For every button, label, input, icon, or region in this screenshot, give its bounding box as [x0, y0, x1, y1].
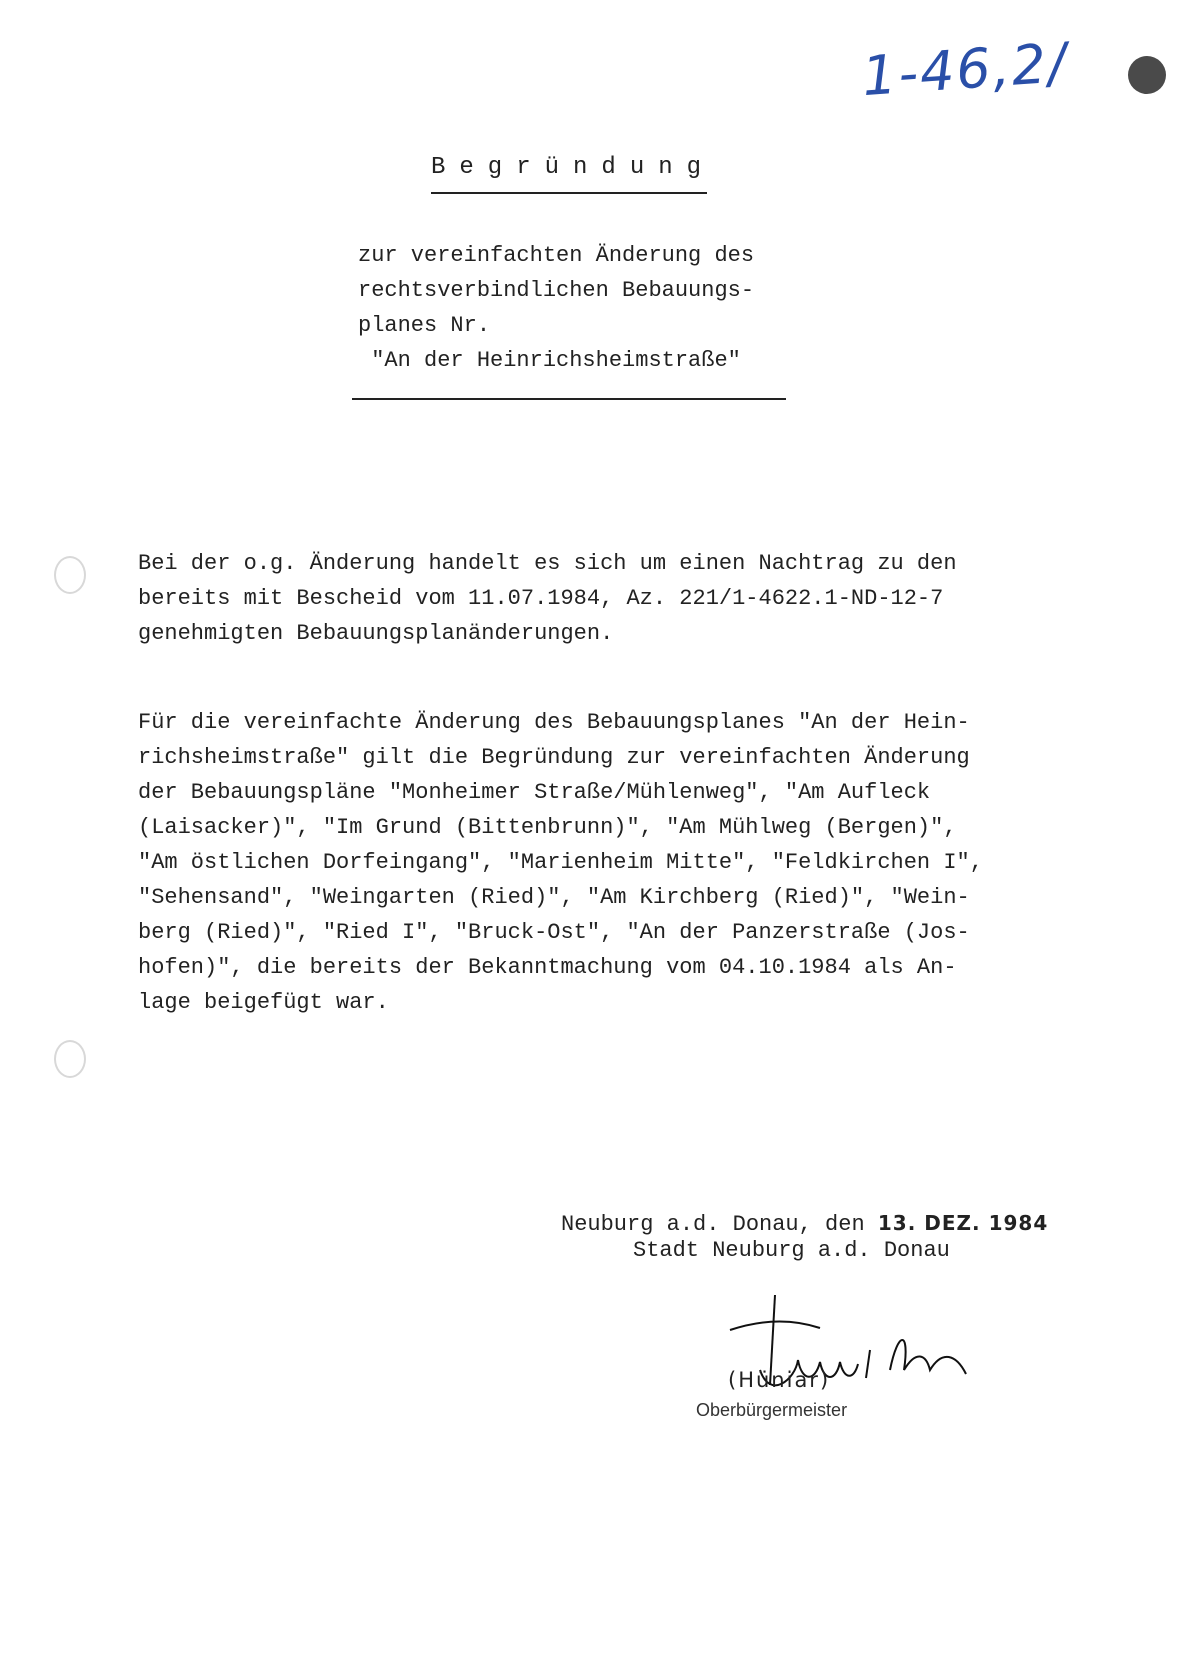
text-line: bereits mit Bescheid vom 11.07.1984, Az. 221/1-4622.1-ND-12-7 [138, 586, 944, 611]
text-line: "Am östlichen Dorfeingang", "Marienheim Mitte", "Feldkirchen I", [138, 850, 983, 875]
subject-line: zur vereinfachten Änderung des [358, 243, 755, 268]
text-line: berg (Ried)", "Ried I", "Bruck-Ost", "An der Panzerstraße (Jos- [138, 920, 970, 945]
text-line: Bei der o.g. Änderung handelt es sich um einen Nachtrag zu den [138, 551, 957, 576]
subject-line: rechtsverbindlichen Bebauungs- [358, 278, 755, 303]
text-line: richsheimstraße" gilt die Begründung zur vereinfachten Änderung [138, 745, 970, 770]
text-line: der Bebauungspläne "Monheimer Straße/Mühlenweg", "Am Aufleck [138, 780, 931, 805]
text-line: hofen)", die bereits der Bekanntmachung vom 04.10.1984 als An- [138, 955, 957, 980]
signer-name: (Hüniar) [728, 1368, 831, 1392]
document-title: Begründung [431, 154, 716, 181]
document-subject [358, 238, 798, 378]
signer-role: Oberbürgermeister [696, 1400, 848, 1420]
subject-line: "An der Heinrichsheimstraße" [358, 348, 741, 373]
paragraph-amendment-note [138, 546, 1058, 651]
text-line: (Laisacker)", "Im Grund (Bittenbrunn)", "Am Mühlweg (Bergen)", [138, 815, 957, 840]
stamp-date: 13. DEZ. 1984 [877, 1211, 1049, 1235]
subject-line: planes Nr. [358, 313, 491, 338]
text-line: Für die vereinfachte Änderung des Bebauungsplanes "An der Hein- [138, 710, 970, 735]
text-line: genehmigten Bebauungsplanänderungen. [138, 621, 614, 646]
authority-line: Stadt Neuburg a.d. Donau [633, 1238, 950, 1263]
place-line: Neuburg a.d. Donau, den [561, 1212, 878, 1237]
place-and-date [561, 1210, 1048, 1264]
punch-hole-top [54, 556, 86, 594]
punch-mark-dot [1128, 56, 1166, 94]
subject-underline [352, 398, 786, 400]
paragraph-justification [138, 705, 1058, 1020]
text-line: "Sehensand", "Weingarten (Ried)", "Am Kirchberg (Ried)", "Wein- [138, 885, 970, 910]
handwritten-reference-note: 1-46,2/ [860, 30, 1071, 109]
place-date-line [561, 1210, 1048, 1238]
punch-hole-bottom [54, 1040, 86, 1078]
title-underline [431, 192, 707, 194]
text-line: lage beigefügt war. [138, 990, 389, 1015]
